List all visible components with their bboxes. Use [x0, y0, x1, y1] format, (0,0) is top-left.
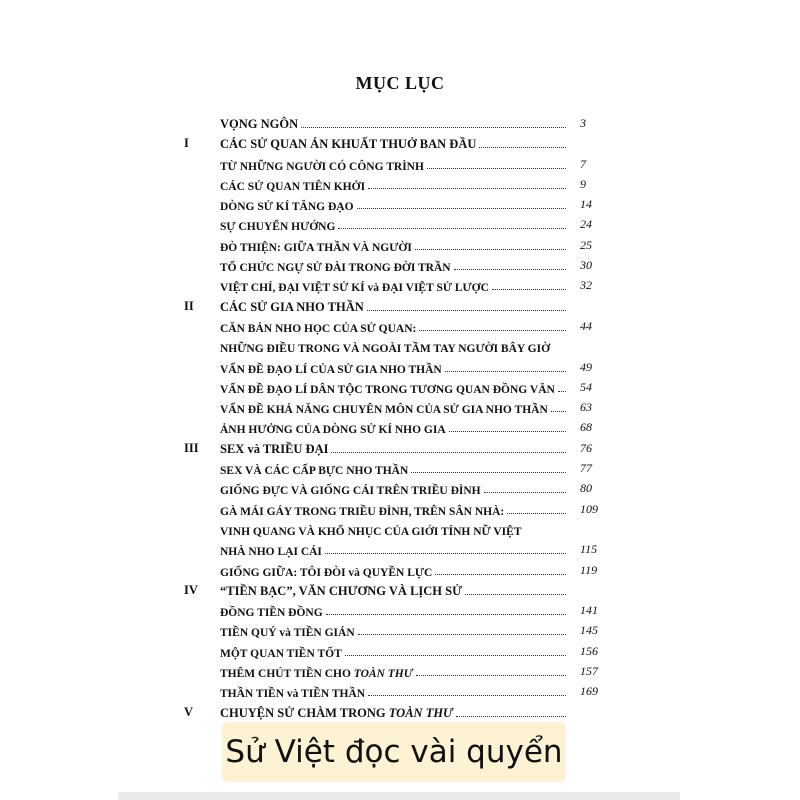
entry-title: NHỮNG ĐIỀU TRONG VÀ NGOÀI TẦM TAY NGƯỜI BÂY GIỜ	[220, 343, 551, 356]
page-number: 14	[580, 197, 592, 212]
page-number: 156	[580, 643, 598, 658]
dot-leader	[367, 310, 566, 311]
page-number: 32	[580, 278, 592, 293]
entry-title: TỪ NHỮNG NGƯỜI CÓ CÔNG TRÌNH	[220, 160, 424, 173]
dot-leader	[427, 168, 566, 169]
entry-title: VINH QUANG VÀ KHỔ NHỤC CỦA GIỚI TÍNH NỮ VIỆT	[220, 525, 522, 538]
page-title: MỤC LỤC	[355, 73, 445, 93]
dot-leader	[357, 208, 566, 209]
page-number: 30	[580, 258, 592, 273]
entry-title: VỌNG NGÔN	[220, 117, 299, 131]
entry-title: SEX và TRIỀU ĐẠI	[220, 441, 329, 456]
entry-title: CĂN BẢN NHO HỌC CỦA SỬ QUAN:	[220, 322, 417, 335]
page-number: 24	[580, 217, 592, 232]
entry-title: VẤN ĐỀ ĐẠO LÍ CỦA SỬ GIA NHO THẦN	[220, 363, 442, 376]
toc-entry	[0, 195, 800, 215]
page-number: 44	[580, 318, 592, 333]
page-number: 63	[580, 400, 592, 415]
toc-entry	[0, 459, 800, 479]
dot-leader	[484, 492, 566, 493]
entry-title: GIỐNG ĐỰC VÀ GIỐNG CÁI TRÊN TRIỀU ĐÌNH	[220, 485, 481, 498]
entry-title: THÊM CHÚT TIỀN CHO TOÀN THƯ	[220, 668, 413, 681]
dot-leader	[416, 675, 566, 676]
toc-entry	[0, 581, 800, 601]
page-number: 169	[580, 684, 598, 699]
toc-entry	[0, 256, 800, 276]
entry-title: TỔ CHỨC NGỰ SỬ ĐÀI TRONG ĐỜI TRẦN	[220, 262, 451, 275]
entry-title: SEX VÀ CÁC CẤP BỰC NHO THẦN	[220, 465, 409, 478]
entry-title: VẤN ĐỀ ĐẠO LÍ DÂN TỘC TRONG TƯƠNG QUAN ĐỒNG VĂN	[220, 383, 555, 396]
dot-leader	[345, 655, 566, 656]
entry-title: CÁC SỬ QUAN ÁN KHUẤT THUỞ BAN ĐẦU	[220, 137, 477, 152]
page-number: 141	[580, 603, 598, 618]
entry-title: CÁC SỬ GIA NHO THẦN	[220, 299, 364, 314]
entry-title: “TIỀN BẠC”, VĂN CHƯƠNG VÀ LỊCH SỬ	[220, 583, 463, 598]
page-number: 119	[580, 562, 598, 577]
toc-entry	[0, 500, 800, 520]
entry-title: GÀ MÁI GÁY TRONG TRIỀU ĐÌNH, TRÊN SÂN NHÀ:	[220, 505, 505, 518]
dot-leader	[492, 289, 566, 290]
entry-title: NHÀ NHO LẠI CÁI	[220, 546, 322, 559]
table-of-contents	[0, 114, 800, 723]
entry-title: SỰ CHUYỂN HƯỚNG	[220, 221, 336, 234]
toc-entry	[0, 642, 800, 662]
page-number: 80	[580, 481, 592, 496]
dot-leader	[368, 188, 566, 189]
toc-entry	[0, 418, 800, 438]
dot-leader	[331, 452, 566, 453]
page-number: 54	[580, 379, 592, 394]
entry-title: ĐÒ THIỆN: GIỮA THẦN VÀ NGƯỜI	[220, 241, 412, 254]
page-number: 49	[580, 359, 592, 374]
dot-leader	[507, 513, 566, 514]
dot-leader	[456, 716, 566, 717]
entry-title: TIỀN QUÝ và TIỀN GIÁN	[220, 627, 355, 640]
entry-title: MỘT QUAN TIỀN TỐT	[220, 647, 342, 660]
chapter-number: III	[184, 440, 199, 455]
entry-title: ĐỒNG TIỀN ĐỒNG	[220, 607, 323, 620]
toc-entry	[0, 479, 800, 499]
toc-entry	[0, 398, 800, 418]
entry-title: GIỐNG GIỮA: TÔI ĐÒI và QUYỀN LỰC	[220, 566, 433, 579]
dot-leader	[558, 391, 566, 392]
toc-entry	[0, 276, 800, 296]
dot-leader	[435, 574, 566, 575]
entry-title: CÁC SỬ QUAN TIÊN KHỞI	[220, 180, 366, 193]
entry-title: THẦN TIỀN và TIỀN THẦN	[220, 688, 366, 701]
dot-leader	[301, 127, 566, 128]
entry-title: DÒNG SỬ KÍ TĂNG ĐẠO	[220, 201, 354, 214]
toc-entry	[0, 114, 800, 134]
toc-entry	[0, 662, 800, 682]
dot-leader	[465, 594, 566, 595]
dot-leader	[338, 228, 566, 229]
entry-title: CHUYỆN SỬ CHÀM TRONG TOÀN THƯ	[220, 705, 453, 720]
toc-entry	[0, 540, 800, 560]
page-number: 157	[580, 664, 598, 679]
toc-entry	[0, 621, 800, 641]
entry-title-italic: TOÀN THƯ	[353, 668, 413, 681]
toc-entry	[0, 703, 800, 723]
page-number: 68	[580, 420, 592, 435]
page-number: 76	[580, 440, 592, 455]
page-number: 3	[580, 116, 586, 130]
caption-banner: Sử Việt đọc vài quyển	[222, 722, 566, 782]
page-number: 25	[580, 237, 592, 252]
dot-leader	[419, 330, 566, 331]
chapter-number: I	[184, 136, 189, 151]
toc-entry	[0, 601, 800, 621]
toc-entry	[0, 155, 800, 175]
toc-entry	[0, 439, 800, 459]
toc-entry	[0, 236, 800, 256]
toc-entry	[0, 175, 800, 195]
chapter-number: II	[184, 298, 194, 313]
dot-leader	[449, 431, 566, 432]
toc-entry	[0, 561, 800, 581]
toc-entry	[0, 297, 800, 317]
entry-title: VẤN ĐỀ KHẢ NĂNG CHUYÊN MÔN CỦA SỬ GIA NHO THẦN	[220, 404, 548, 417]
dot-leader	[368, 695, 566, 696]
toc-entry	[0, 378, 800, 398]
toc-entry	[0, 215, 800, 235]
page-number: 77	[580, 461, 592, 476]
page-number: 115	[580, 542, 598, 557]
entry-title-italic: TOÀN THƯ	[388, 705, 453, 720]
bottom-strip	[118, 792, 680, 800]
dot-leader	[445, 371, 566, 372]
dot-leader	[479, 147, 566, 148]
chapter-number: IV	[184, 582, 198, 597]
toc-entry	[0, 337, 800, 357]
page-number: 145	[580, 623, 598, 638]
toc-entry	[0, 317, 800, 337]
dot-leader	[325, 553, 566, 554]
toc-entry	[0, 520, 800, 540]
chapter-number: V	[184, 704, 194, 719]
dot-leader	[326, 614, 566, 615]
dot-leader	[358, 634, 566, 635]
page-number: 109	[580, 501, 598, 516]
page-number: 7	[580, 156, 586, 171]
dot-leader	[415, 249, 566, 250]
toc-entry	[0, 134, 800, 154]
toc-entry	[0, 682, 800, 702]
dot-leader	[411, 472, 566, 473]
toc-entry	[0, 358, 800, 378]
entry-title: VIỆT CHÍ, ĐẠI VIỆT SỬ KÍ và ĐẠI VIỆT SỬ LƯỢC	[220, 282, 489, 295]
entry-title: ẢNH HƯỞNG CỦA DÒNG SỬ KÍ NHO GIA	[220, 424, 446, 437]
dot-leader	[454, 269, 566, 270]
page-number: 9	[580, 176, 586, 191]
dot-leader	[551, 411, 566, 412]
